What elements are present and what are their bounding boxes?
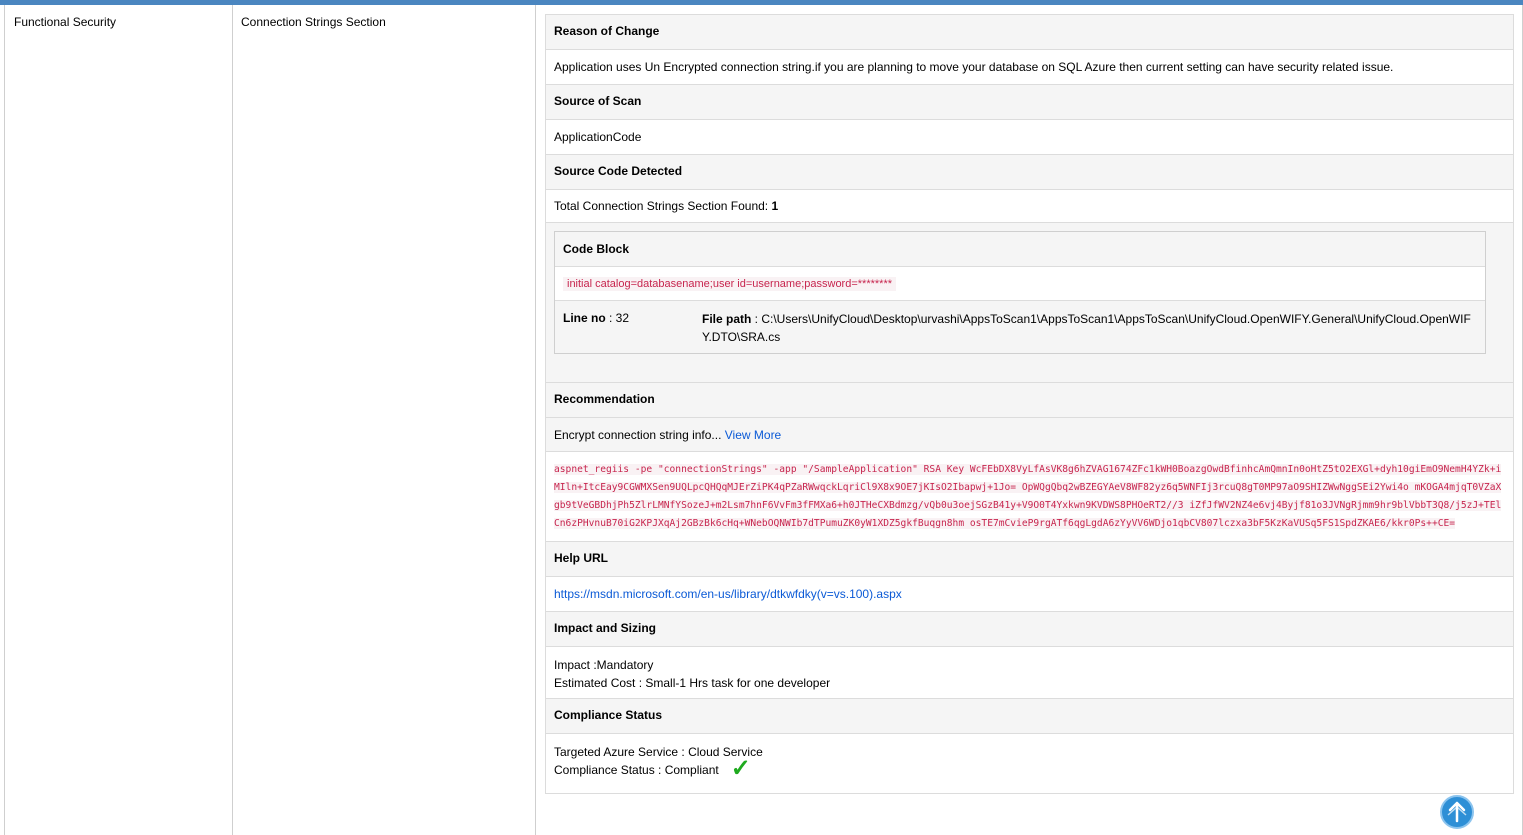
line-number-label: Line no	[563, 311, 606, 325]
impact-level: Impact :Mandatory	[554, 658, 654, 672]
recommendation-header: Recommendation	[546, 383, 1513, 418]
reason-text: Application uses Un Encrypted connection string.if you are planning to move your database on SQL Azure then current setting can have security related issue.	[546, 50, 1513, 85]
rsa-command	[546, 452, 1513, 542]
help-url-link[interactable]: https://msdn.microsoft.com/en-us/library/dtkwfdky(v=vs.100).aspx	[554, 587, 902, 601]
code-block	[554, 231, 1486, 354]
source-scan-text: ApplicationCode	[546, 120, 1513, 155]
report-table-row	[4, 5, 1523, 835]
line-number-value: : 32	[605, 311, 630, 325]
source-code-total	[546, 190, 1513, 223]
help-url-header: Help URL	[546, 542, 1513, 577]
source-code-total-label: Total Connection Strings Section Found:	[554, 199, 772, 213]
file-path-label: File path	[702, 312, 752, 326]
source-code-header: Source Code Detected	[546, 155, 1513, 190]
impact-details	[546, 647, 1513, 699]
file-path-value: : C:\Users\UnifyCloud\Desktop\urvashi\AppsToScan1\AppsToScan1\AppsToScan\UnifyCloud.OpenWIFY.General\UnifyCloud.OpenWIFY.DTO\SRA.cs	[702, 312, 1471, 344]
code-block-snippet	[555, 267, 1485, 301]
recommendation-text	[546, 418, 1513, 452]
source-code-total-value: 1	[771, 199, 779, 213]
rsa-command-text: aspnet_regiis -pe "connectionStrings" -app "/SampleApplication" RSA Key WcFEbDX8VyLfAsVK8g6hZVAG1674ZFc1kWH0BoazgOwdBfinhcAmQmnIn0oHtZ5tO2EXGl+dyh10giEmO9NemH4YZk+iMIln+ItcEay9CGWMXSen9UQLpcQHQqMJErZiPK4qPZaRWwqckLqriCl9X8x9OE7jKIsO2Ibapwj+1Jo= OpWQgQbq2wBZEGYAeV8WF82yz6q5WNFIj3rcuQ8gT0MP97aO9SHIZWwNggSEi2Ywi4o mKOGA4mjqT0VZaXgb9tVeGBDhjPh5ZlrLMNfYSozeJ+m2Lsm7hnF6VvFm3fFMXa6+h0JTHeCXBdmzg/vQb0u3oejSGzB41y+V9O0T4Yxkwn9KVDWS8PHOeRT2//3 iZfJfWV2NZ4e6vj4Byjf81o3JVNgRjmm9hr9blVbbT3Q8/j5zJ+TElCn6zPHvnuB70iG2KPJXqAj2GBzBk6cHq+WNebOQNWIb7dTPumuZK0yW1XDZ5gkfBuqgn8hm osTE7mCvieP9rgATf6qgLgdA6zYyVV6WDjo1qbCV807lczxa3bF5KzKaVUSq5FS1SpdZKAE6/kkr0Ps++CE=	[554, 464, 1502, 529]
code-snippet-text: initial catalog=databasename;user id=username;password=********	[563, 277, 896, 291]
compliance-header: Compliance Status	[546, 699, 1513, 734]
estimated-cost: Estimated Cost : Small-1 Hrs task for one developer	[554, 676, 831, 690]
check-icon: ✓	[730, 754, 751, 782]
view-more-link[interactable]: View More	[724, 428, 782, 442]
details-table	[545, 14, 1514, 794]
help-url-row	[546, 577, 1513, 612]
compliance-details	[546, 734, 1513, 794]
code-block-header: Code Block	[555, 232, 1485, 267]
file-path	[702, 310, 1478, 346]
reason-header: Reason of Change	[546, 15, 1513, 50]
category-cell	[5, 5, 233, 835]
code-block-meta	[555, 301, 1485, 353]
item-label: Connection Strings Section	[241, 15, 386, 29]
source-scan-header: Source of Scan	[546, 85, 1513, 120]
item-cell	[233, 5, 536, 835]
compliance-status: Compliance Status : Compliant	[554, 763, 719, 777]
impact-header: Impact and Sizing	[546, 612, 1513, 647]
arrow-up-icon	[1447, 801, 1467, 823]
code-block-container	[546, 223, 1513, 383]
compliance-status-line	[554, 754, 1505, 782]
line-number	[563, 311, 629, 325]
category-label: Functional Security	[14, 15, 117, 29]
details-cell	[536, 5, 1522, 835]
recommendation-summary: Encrypt connection string info...	[554, 428, 725, 442]
scroll-to-top-button[interactable]	[1440, 795, 1474, 829]
targeted-service: Targeted Azure Service : Cloud Service	[554, 745, 763, 759]
